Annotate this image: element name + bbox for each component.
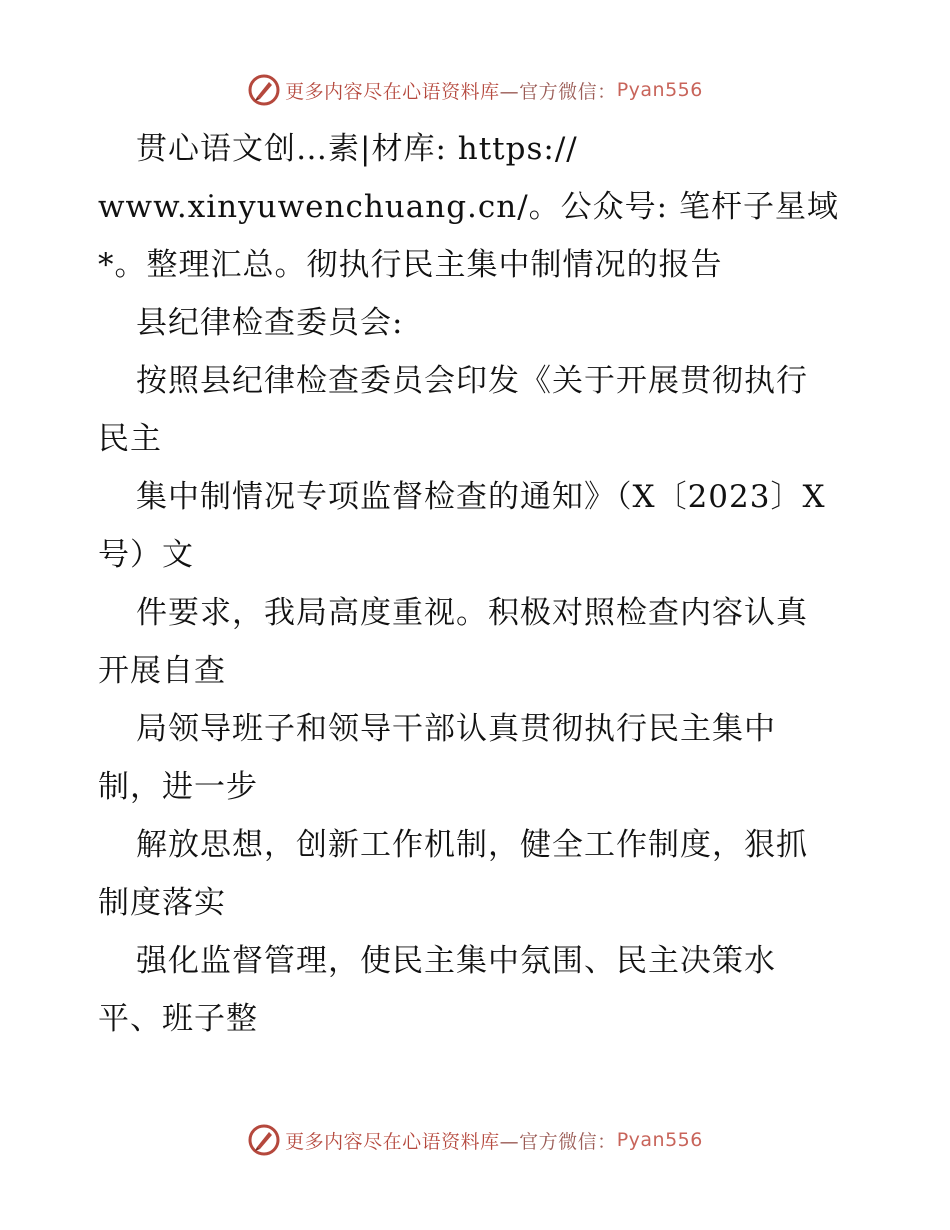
pen-logo-icon (247, 73, 281, 107)
doc-line: 局领导班子和领导干部认真贯彻执行民主集中 (136, 711, 776, 747)
watermark-text: 更多内容尽在心语资料库 (285, 1130, 500, 1153)
document-body (98, 120, 868, 1048)
doc-line: 平、班子整 (98, 1001, 258, 1037)
watermark-separator: —官方微信： (499, 80, 617, 103)
doc-line: 民主 (98, 421, 162, 457)
pen-logo-icon (247, 1123, 281, 1157)
doc-line: 解放思想，创新工作机制，健全工作制度，狠抓 (136, 827, 808, 863)
doc-line: 制，进一步 (98, 769, 258, 805)
doc-line: 按照县纪律检查委员会印发《关于开展贯彻执行 (136, 363, 808, 399)
doc-line: *。整理汇总。彻执行民主集中制情况的报告 (98, 247, 723, 283)
doc-line: 集中制情况专项监督检查的通知》（X〔2023〕X (136, 479, 826, 515)
watermark-separator: —官方微信： (499, 1130, 617, 1153)
doc-line: 县纪律检查委员会: (136, 305, 404, 341)
doc-line: 贯心语文创…素|材库: https:// (136, 131, 578, 167)
doc-line: 制度落实 (98, 885, 226, 921)
doc-line: 件要求，我局高度重视。积极对照检查内容认真 (136, 595, 808, 631)
doc-line: 强化监督管理，使民主集中氛围、民主决策水 (136, 943, 776, 979)
watermark-wechat-id: Pyan556 (616, 79, 703, 101)
doc-line: 号）文 (98, 537, 194, 573)
watermark-text: 更多内容尽在心语资料库 (285, 80, 500, 103)
watermark-wechat-id: Pyan556 (616, 1129, 703, 1151)
footer-watermark (0, 1120, 950, 1160)
doc-line: www.xinyuwenchuang.cn/。公众号: 笔杆子星域 (98, 189, 839, 225)
doc-line: 开展自查 (98, 653, 226, 689)
header-watermark (0, 70, 950, 110)
